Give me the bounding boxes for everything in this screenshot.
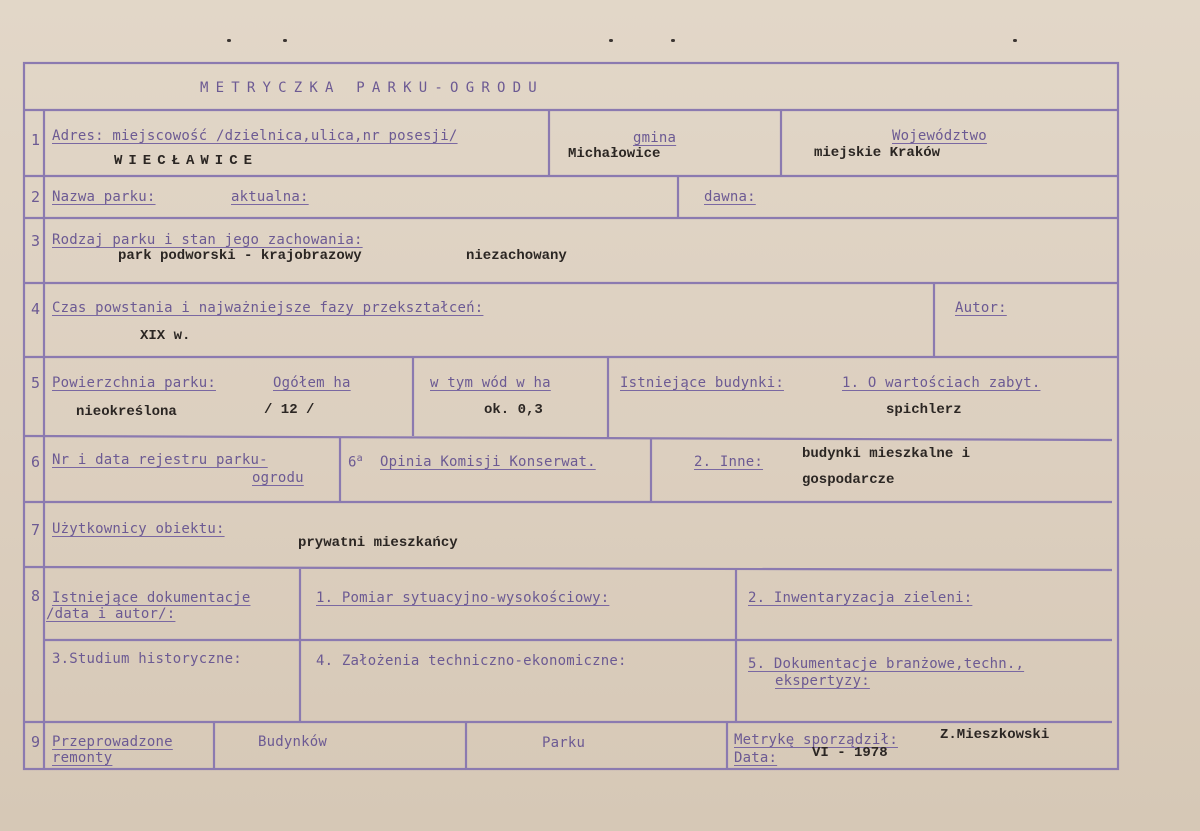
branch-docs-label-cont: ekspertyzy: [775, 673, 870, 689]
row-number-1: 1 [31, 131, 41, 149]
conservation-opinion-label: Opinia Komisji Konserwat. [380, 454, 596, 470]
park-type-value: park podworski - krajobrazowy [118, 248, 362, 264]
other-buildings-label: 2. Inne: [694, 454, 764, 470]
branch-docs-label: 5. Dokumentacje branżowe,techn., [748, 656, 1025, 672]
row-number-8: 8 [31, 587, 41, 605]
voivodeship-value: miejskie Kraków [814, 145, 941, 161]
park-area-value: nieokreślona [76, 404, 177, 420]
registry-label: Nr i data rejestru parku- [52, 452, 268, 468]
historic-buildings-value: spichlerz [886, 402, 962, 418]
other-buildings-value: budynki mieszkalne i [802, 446, 971, 462]
total-ha-value: / 12 / [264, 402, 315, 418]
gmina-label: gmina [633, 130, 677, 146]
form-title: METRYCZKA PARKU-OGRODU [200, 80, 544, 96]
ink-speck [283, 39, 287, 42]
other-buildings-value-cont: gospodarcze [802, 472, 895, 488]
total-ha-label: Ogółem ha [273, 375, 351, 391]
row-number-5: 5 [31, 374, 41, 392]
ink-speck [1013, 39, 1017, 42]
repairs-label: Przeprowadzone [52, 734, 173, 750]
row-number-7: 7 [31, 521, 41, 539]
park-repairs-label: Parku [542, 735, 586, 751]
current-name-label: aktualna: [231, 189, 309, 205]
row-number-6: 6 [31, 453, 41, 471]
creation-period-value: XIX w. [140, 328, 191, 344]
park-area-label: Powierzchnia parku: [52, 375, 216, 391]
address-value: WIECŁAWICE [114, 153, 259, 169]
park-type-label: Rodzaj parku i stan jego zachowania: [52, 232, 363, 248]
historical-study-label: 3.Studium historyczne: [52, 651, 242, 667]
address-label: Adres: miejscowość /dzielnica,ulica,nr posesji/ [52, 128, 458, 144]
row-number-3: 3 [31, 232, 41, 250]
prepared-by-value: Z.Mieszkowski [940, 727, 1050, 743]
water-area-value: ok. 0,3 [484, 402, 543, 418]
gmina-value: Michałowice [568, 146, 661, 162]
voivodeship-label: Województwo [892, 128, 987, 144]
park-state-value: niezachowany [466, 248, 567, 264]
row-number-9: 9 [31, 733, 41, 751]
users-label: Użytkownicy obiektu: [52, 521, 225, 537]
existing-docs-label-cont: /data i autor/: [46, 606, 176, 622]
park-name-label: Nazwa parku: [52, 189, 156, 205]
existing-buildings-label: Istniejące budynki: [620, 375, 784, 391]
opinion-sup: a [356, 453, 363, 464]
former-name-label: dawna: [704, 189, 756, 205]
users-value: prywatni mieszkańcy [298, 535, 458, 551]
prepared-by-label: Metrykę sporządził: [734, 732, 898, 748]
water-area-label: w tym wód w ha [430, 375, 551, 391]
registry-label-cont: ogrodu [252, 470, 304, 486]
date-label: Data: [734, 750, 778, 766]
technical-assumptions-label: 4. Założenia techniczno-ekonomiczne: [316, 653, 627, 669]
repairs-label-cont: remonty [52, 750, 113, 766]
ink-speck [609, 39, 613, 42]
row-number-2: 2 [31, 188, 41, 206]
ink-speck [227, 39, 231, 42]
ink-speck [671, 39, 675, 42]
historic-buildings-label: 1. O wartościach zabyt. [842, 375, 1041, 391]
buildings-repairs-label: Budynków [258, 734, 328, 750]
survey-doc-label: 1. Pomiar sytuacyjno-wysokościowy: [316, 590, 610, 606]
opinion-number: 6$^a$ [348, 453, 363, 471]
row-number-4: 4 [31, 300, 41, 318]
existing-docs-label: Istniejące dokumentacje [52, 590, 251, 606]
date-value: VI - 1978 [812, 745, 888, 761]
greenery-inventory-label: 2. Inwentaryzacja zieleni: [748, 590, 973, 606]
author-label: Autor: [955, 300, 1007, 316]
creation-period-label: Czas powstania i najważniejsze fazy przekształceń: [52, 300, 484, 316]
